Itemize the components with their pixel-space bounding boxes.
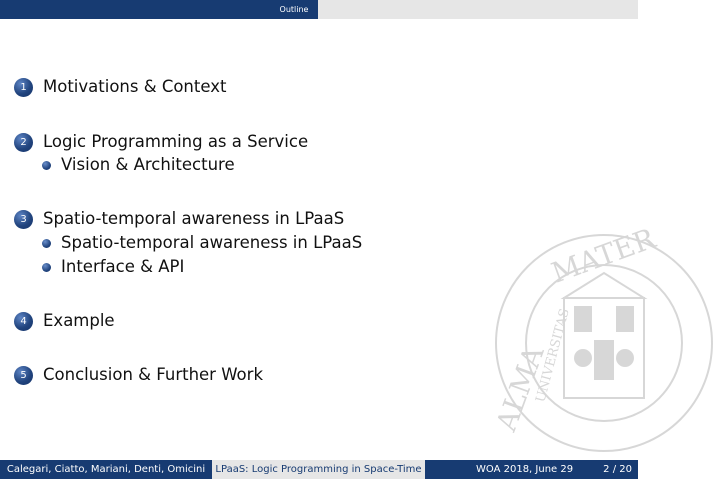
section-title: Example [43, 311, 115, 330]
footer-talk-title: LPaaS: Logic Programming in Space-Time [212, 460, 425, 479]
bullet-icon [42, 263, 51, 272]
subsection-title: Vision & Architecture [61, 155, 235, 174]
footer-right [425, 460, 638, 479]
svg-text:UNIVERSITAS: UNIVERSITAS [533, 307, 573, 405]
subsection-title: Spatio-temporal awareness in LPaaS [61, 233, 363, 252]
footer-bar [0, 460, 638, 479]
svg-text:MATER: MATER [547, 221, 660, 290]
section-number-badge: 2 [14, 133, 33, 152]
section-number-badge: 1 [14, 78, 33, 97]
bullet-icon [42, 239, 51, 248]
page-number: 2 / 20 [603, 464, 632, 475]
section-title: Conclusion & Further Work [43, 365, 263, 384]
footer-event-date: WOA 2018, June 29 [476, 464, 574, 475]
section-number-badge: 3 [14, 210, 33, 229]
subsection-title: Interface & API [61, 257, 185, 276]
section-number-badge: 5 [14, 366, 33, 385]
section-title: Spatio-temporal awareness in LPaaS [43, 209, 345, 228]
svg-text:ALMA: ALMA [489, 341, 551, 436]
bullet-icon [42, 161, 51, 170]
section-number-badge: 4 [14, 312, 33, 331]
footer-authors: Calegari, Ciatto, Mariani, Denti, Omicini [0, 460, 212, 479]
tab-outline[interactable]: Outline [270, 0, 318, 19]
section-title: Motivations & Context [43, 77, 227, 96]
section-title: Logic Programming as a Service [43, 132, 309, 151]
